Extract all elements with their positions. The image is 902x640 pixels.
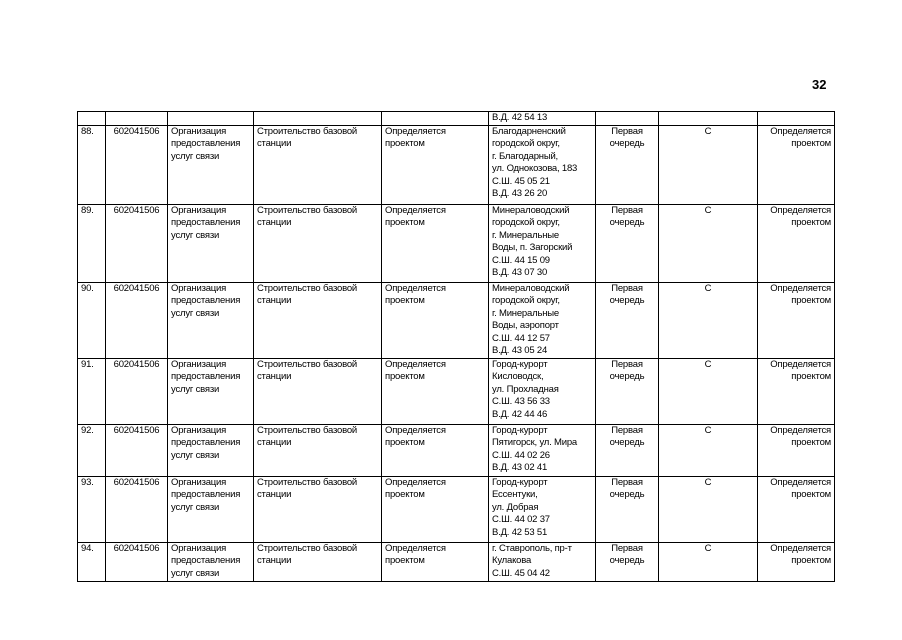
cell-location <box>489 282 596 358</box>
cell-organization <box>168 476 254 542</box>
work-line: Строительство базовой <box>257 542 358 554</box>
cell-term <box>758 282 835 358</box>
location-line: Минераловодский <box>492 282 570 294</box>
location-line: Город-курорт <box>492 358 548 370</box>
term-line: проектом <box>791 371 831 382</box>
cell-location <box>489 125 596 204</box>
table-row <box>78 282 835 358</box>
cell-location <box>489 424 596 476</box>
cell-term <box>758 125 835 204</box>
work-line: Строительство базовой <box>257 125 358 137</box>
queue-line: Первая <box>611 542 643 554</box>
organization-line: Организация <box>171 204 227 216</box>
cell-queue <box>596 424 659 476</box>
cell-parameter <box>382 542 489 581</box>
cell-queue <box>596 125 659 204</box>
organization-line: предоставления <box>171 489 241 500</box>
location-line: Ессентуки, <box>492 489 538 500</box>
cell-organization <box>168 125 254 204</box>
parameter-line: проектом <box>385 555 425 566</box>
location-line: С.Ш. 45 04 42 <box>492 567 550 579</box>
location-line: Воды, аэропорт <box>492 320 559 331</box>
cell-work <box>254 282 382 358</box>
cell-sign: С <box>659 125 758 204</box>
organization-line: Организация <box>171 282 227 294</box>
cell-parameter <box>382 125 489 204</box>
cell-number: 88. <box>78 125 106 204</box>
location-line: ул. Прохладная <box>492 383 559 395</box>
location-line: С.Ш. 44 02 26 <box>492 449 550 461</box>
queue-line: Первая <box>611 424 643 436</box>
organization-line: Организация <box>171 424 227 436</box>
cell-work <box>254 204 382 282</box>
location-line: Благодарненский <box>492 125 566 137</box>
term-line: Определяется <box>770 358 831 370</box>
location-line: Город-курорт <box>492 424 548 436</box>
cell-work <box>254 358 382 424</box>
work-line: Строительство базовой <box>257 204 358 216</box>
cell-number: 91. <box>78 358 106 424</box>
parameter-line: Определяется <box>385 424 446 436</box>
work-line: станции <box>257 437 292 448</box>
parameter-line: проектом <box>385 489 425 500</box>
organization-line: услуг связи <box>171 383 220 395</box>
organization-line: Организация <box>171 358 227 370</box>
location-line: В.Д. 43 07 30 <box>492 267 548 278</box>
cell-work <box>254 542 382 581</box>
location-line: С.Ш. 44 12 57 <box>492 332 550 344</box>
cell-code: 602041506 <box>106 424 168 476</box>
location-line: ул. Однокозова, 183 <box>492 163 578 174</box>
location-line: С.Ш. 43 56 33 <box>492 396 550 407</box>
cell-sign: С <box>659 424 758 476</box>
cell-work <box>254 125 382 204</box>
queue-line: очередь <box>609 295 645 306</box>
location-line: Кулакова <box>492 555 532 566</box>
cell-organization <box>168 424 254 476</box>
cell-organization <box>168 282 254 358</box>
cell-number: 93. <box>78 476 106 542</box>
cell-term <box>758 476 835 542</box>
queue-line: очередь <box>609 555 645 566</box>
term-line: Определяется <box>770 476 831 488</box>
cell-queue <box>596 476 659 542</box>
cell-empty <box>168 112 254 126</box>
location-line: городской округ, <box>492 138 560 149</box>
location-line: г. Минеральные <box>492 229 559 241</box>
queue-line: Первая <box>611 204 643 216</box>
cell-parameter <box>382 358 489 424</box>
organization-line: услуг связи <box>171 229 220 241</box>
organization-line: предоставления <box>171 217 241 228</box>
location-line: ул. Добрая <box>492 501 539 513</box>
cell-parameter <box>382 282 489 358</box>
parameter-line: Определяется <box>385 125 446 137</box>
queue-line: очередь <box>609 489 645 500</box>
location-line: В.Д. 43 26 20 <box>492 188 548 199</box>
organization-line: Организация <box>171 476 227 488</box>
table-row <box>78 476 835 542</box>
parameter-line: проектом <box>385 138 425 149</box>
queue-line: очередь <box>609 437 645 448</box>
location-line: Кисловодск, <box>492 371 544 382</box>
cell-location <box>489 112 596 126</box>
cell-parameter <box>382 204 489 282</box>
table-row <box>78 542 835 581</box>
cell-empty <box>382 112 489 126</box>
organization-line: предоставления <box>171 138 241 149</box>
term-line: Определяется <box>770 424 831 436</box>
organization-line: Организация <box>171 542 227 554</box>
cell-number: 89. <box>78 204 106 282</box>
cell-number: 92. <box>78 424 106 476</box>
cell-empty <box>78 112 106 126</box>
work-line: Строительство базовой <box>257 476 358 488</box>
work-line: станции <box>257 489 292 500</box>
cell-sign: С <box>659 476 758 542</box>
table-row <box>78 424 835 476</box>
organization-line: предоставления <box>171 555 241 566</box>
cell-location <box>489 476 596 542</box>
cell-queue <box>596 542 659 581</box>
cell-sign: С <box>659 358 758 424</box>
term-line: проектом <box>791 437 831 448</box>
work-line: Строительство базовой <box>257 358 358 370</box>
location-line: Город-курорт <box>492 476 548 488</box>
table-row <box>78 358 835 424</box>
cell-work <box>254 476 382 542</box>
cell-number: 90. <box>78 282 106 358</box>
cell-sign: С <box>659 282 758 358</box>
term-line: проектом <box>791 489 831 500</box>
cell-term <box>758 424 835 476</box>
location-line: С.Ш. 44 02 37 <box>492 514 550 525</box>
location-line: В.Д. 42 53 51 <box>492 526 548 538</box>
cell-location <box>489 358 596 424</box>
cell-term <box>758 542 835 581</box>
term-line: Определяется <box>770 542 831 554</box>
parameter-line: Определяется <box>385 204 446 216</box>
organization-line: Организация <box>171 125 227 137</box>
parameter-line: Определяется <box>385 358 446 370</box>
table-row <box>78 204 835 282</box>
organization-line: предоставления <box>171 437 241 448</box>
parameter-line: Определяется <box>385 282 446 294</box>
cell-parameter <box>382 476 489 542</box>
cell-empty <box>254 112 382 126</box>
cell-location <box>489 204 596 282</box>
queue-line: очередь <box>609 371 645 382</box>
location-line: Минераловодский <box>492 204 570 216</box>
cell-queue <box>596 204 659 282</box>
location-line: г. Ставрополь, пр-т <box>492 542 572 554</box>
location-line: г. Минеральные <box>492 307 559 319</box>
organization-line: услуг связи <box>171 307 220 319</box>
term-line: проектом <box>791 295 831 306</box>
work-line: Строительство базовой <box>257 282 358 294</box>
cell-code: 602041506 <box>106 125 168 204</box>
work-line: Строительство базовой <box>257 424 358 436</box>
queue-line: Первая <box>611 125 643 137</box>
location-line: В.Д. 43 05 24 <box>492 345 548 356</box>
organization-line: услуг связи <box>171 449 220 461</box>
location-line: Пятигорск, ул. Мира <box>492 437 577 448</box>
parameter-line: проектом <box>385 295 425 306</box>
cell-organization <box>168 358 254 424</box>
organization-line: предоставления <box>171 371 241 382</box>
term-line: проектом <box>791 138 831 149</box>
cell-code: 602041506 <box>106 542 168 581</box>
cell-queue <box>596 282 659 358</box>
cell-queue <box>596 358 659 424</box>
cell-organization <box>168 204 254 282</box>
cell-empty <box>106 112 168 126</box>
cell-organization <box>168 542 254 581</box>
cell-location <box>489 542 596 581</box>
term-line: проектом <box>791 217 831 228</box>
cell-empty <box>758 112 835 126</box>
location-line: В.Д. 43 02 41 <box>492 462 548 473</box>
table-row <box>78 125 835 204</box>
work-line: станции <box>257 555 292 566</box>
location-line: С.Ш. 45 05 21 <box>492 175 550 187</box>
cell-code: 602041506 <box>106 282 168 358</box>
queue-line: очередь <box>609 138 645 149</box>
queue-line: Первая <box>611 282 643 294</box>
cell-term <box>758 358 835 424</box>
term-line: Определяется <box>770 125 831 137</box>
term-line: Определяется <box>770 204 831 216</box>
page-number: 32 <box>812 77 827 92</box>
work-line: станции <box>257 371 292 382</box>
cell-code: 602041506 <box>106 358 168 424</box>
cell-empty <box>659 112 758 126</box>
location-line: В.Д. 42 44 46 <box>492 408 548 420</box>
location-line: В.Д. 42 54 13 <box>492 112 548 123</box>
cell-sign: С <box>659 542 758 581</box>
parameter-line: Определяется <box>385 476 446 488</box>
location-line: С.Ш. 44 15 09 <box>492 254 550 266</box>
work-line: станции <box>257 138 292 149</box>
location-line: г. Благодарный, <box>492 150 559 162</box>
queue-line: Первая <box>611 358 643 370</box>
location-line: городской округ, <box>492 295 560 306</box>
cell-term <box>758 204 835 282</box>
term-line: Определяется <box>770 282 831 294</box>
term-line: проектом <box>791 555 831 566</box>
registry-table <box>77 111 835 582</box>
cell-parameter <box>382 424 489 476</box>
parameter-line: Определяется <box>385 542 446 554</box>
location-line: городской округ, <box>492 217 560 228</box>
organization-line: услуг связи <box>171 567 220 579</box>
queue-line: очередь <box>609 217 645 228</box>
work-line: станции <box>257 217 292 228</box>
organization-line: услуг связи <box>171 501 220 513</box>
parameter-line: проектом <box>385 437 425 448</box>
cell-number: 94. <box>78 542 106 581</box>
parameter-line: проектом <box>385 371 425 382</box>
location-line: Воды, п. Загорский <box>492 242 573 253</box>
work-line: станции <box>257 295 292 306</box>
cell-sign: С <box>659 204 758 282</box>
cell-work <box>254 424 382 476</box>
cell-empty <box>596 112 659 126</box>
queue-line: Первая <box>611 476 643 488</box>
cell-code: 602041506 <box>106 204 168 282</box>
organization-line: услуг связи <box>171 150 220 162</box>
parameter-line: проектом <box>385 217 425 228</box>
cell-code: 602041506 <box>106 476 168 542</box>
organization-line: предоставления <box>171 295 241 306</box>
table-row-continuation <box>78 112 835 126</box>
